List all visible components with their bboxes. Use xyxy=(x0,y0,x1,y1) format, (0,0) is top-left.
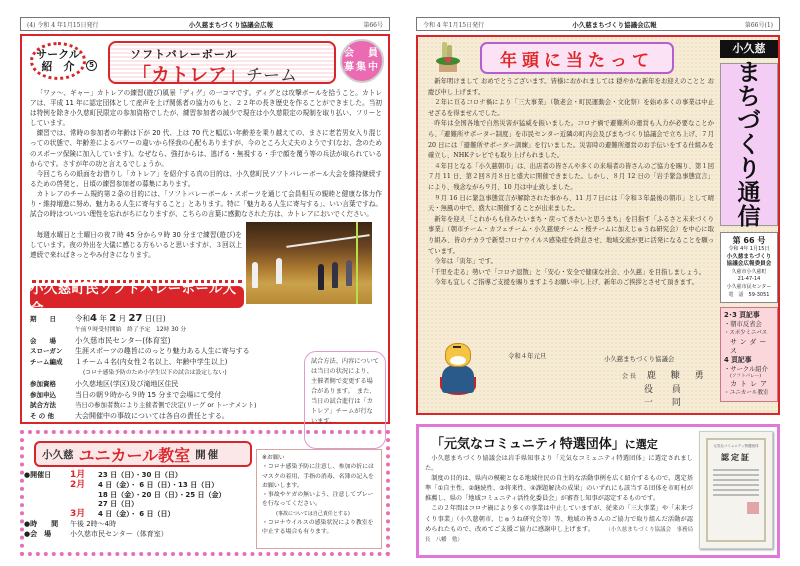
date-year-label: 年 xyxy=(99,314,107,323)
tournament-note: 試合方法、内容については当日の状況により、主催者側で変更する場合があります。 また、当日の試合進行は「カトレア」チームが行ないます。 xyxy=(304,351,386,449)
net-pole xyxy=(356,222,358,304)
schedule-month: 3月 xyxy=(70,509,86,520)
date-month-label: 月 xyxy=(118,314,127,323)
detail-key: 会 場 xyxy=(30,336,56,345)
schedule-row xyxy=(24,471,264,481)
article-body-side xyxy=(30,230,242,260)
notice-item: ・コロナウイルスの感染状況により教室を中止する場合も有ります。 xyxy=(262,520,374,536)
paragraph: 練習では、常時の参加者の年齢は下が 20 代、上は 70 代と幅広い年齢差を乗り越えての、まさに老若男女入り混じっての状態で、年齢差によるパワーの違いから怪我の心配もありますが、今のところ大丈夫のようです(なお、念のためのスポーツ保険に加入しています)。なぜなら、強打からは、逃げる・無視する・手で顔を覆う等の兵法が取られているからです。さすが年の功と言えるでしょうか。 xyxy=(30,129,382,168)
schedule-row xyxy=(24,510,264,520)
community-body xyxy=(425,454,693,545)
paragraph: 今年も宜しくご指導ご支援を賜りますようお願い申し上げ、新年のご挨拶とさせて頂きます。 xyxy=(434,279,699,287)
paragraph-text: この２年間はコロナ禍により多くの事業は中止していますが、従来の「三大事業」や「未来づくり事業」（小久慈朝市、じゅうね研究会等）等、地域の皆さんのご協力で取り組んだ活動が認められたもので、改めてご支援ご協力に感謝申し上げます。 xyxy=(425,505,693,533)
kadomatsu-icon xyxy=(436,42,460,72)
detail-value: 当日の参加者数により主催者側で決定(リーグ or トーナメント) xyxy=(75,401,257,410)
detail-value: 当日の朝９時から９時 15 分まで会場にて受付 xyxy=(75,390,222,399)
article-title-box xyxy=(108,41,336,84)
player-figure xyxy=(318,264,324,290)
header-title: 小久慈まちづくり協議会広報 xyxy=(188,20,274,29)
date-month: 2 xyxy=(109,313,117,324)
schedule-label: ●開催日 xyxy=(24,471,52,479)
community-award-section xyxy=(416,424,780,558)
article-title xyxy=(132,60,297,87)
title-char: 通 xyxy=(737,179,761,206)
header-title: 小久慈まちづくり協議会広報 xyxy=(572,20,657,29)
title-char: く xyxy=(737,131,761,158)
header-date: 令和 4 年1月15日発行 xyxy=(423,21,485,29)
paragraph: カトレアのチーム規約第２条の目的には、「ソフトバレーボール・スポーツを通じて会員相互の親睦と健康な体力作り・維持増進に努め、魅力ある人生に寄与すること」とあります。特に「魅力ある人生に寄与する」、いい言葉ですね。試合の時はついつい理性を忘れがちになりますが、こちらの言葉に感動なされた方は、カトレアにおいでください。 xyxy=(30,190,382,219)
schedule-month: 2月 xyxy=(70,479,86,490)
detail-row xyxy=(30,336,294,347)
dotted-border-right xyxy=(386,430,390,556)
time-row xyxy=(24,520,264,530)
president-name: 鹿 糠 勇 xyxy=(646,371,710,381)
schedule-dates: 23 日（日）・30 日（日） xyxy=(98,471,182,479)
detail-value: 小久慈市民センター(体育室) xyxy=(75,335,171,345)
schedule-dates: 4 日（金）・ 6 日（日） xyxy=(98,510,175,519)
detail-key: 参加資格 xyxy=(30,379,56,388)
venue-label: ●会 場 xyxy=(24,529,52,538)
player-figure xyxy=(252,262,258,288)
title-char: ち xyxy=(737,83,761,110)
article-body xyxy=(30,88,382,189)
title-main: 「カトレア」 xyxy=(132,64,247,86)
new-year-signature xyxy=(428,349,714,415)
detail-key: スローガン xyxy=(30,347,63,356)
recruit-line2: 募集中 xyxy=(344,62,380,73)
page-1 xyxy=(400,0,800,566)
toc-item: (ソフトバレー) xyxy=(730,374,762,380)
detail-value: １チーム４名(内女性２名以上、年齢中学生以上) xyxy=(75,358,228,367)
detail-value: 生涯スポーツの趣旨にのっとり魅力ある人生に寄与する xyxy=(75,347,250,356)
certificate-header: 元気なコミュニティ特選団体 xyxy=(713,444,759,448)
header-date: (4) 令和 4 年1月15日発行 xyxy=(27,21,99,29)
toc-heading: 2･3 頁記事 xyxy=(724,311,760,320)
notice-item: ・コロナ感染予防に注意し、参加の折にはマスクの着用、手指の消毒、名簿の記入をお願いします。 xyxy=(262,464,374,489)
schedule-dates: 4 日（金）・ 6 日（日）・13 日（日） xyxy=(98,480,219,489)
masthead-title xyxy=(720,59,778,230)
publisher: 協議会広報委員会 xyxy=(726,261,772,268)
signature: （小久慈まちづくり協議会 事務局長 八幡 勉） xyxy=(425,526,693,543)
toc-item[interactable]: ・朝市反省会 xyxy=(724,321,762,329)
paragraph: ４年目となる「小久慈朝市」は、出店者の皆さんや多くの来場者の皆さんのご協力を賜り、第１回７月 11 日、第２回８月８日と盛大に開催できました。しかし、８月 12 日の「岩手緊急事態宣言」により、残念ながら９月、10 月は中止致しました。 xyxy=(428,162,714,191)
paragraph: 小久慈まちづくり協議会は岩手県知事より「元気なコミュニティ特選団体」に選定されました。 xyxy=(425,455,693,473)
detail-key: 期 日 xyxy=(30,315,56,323)
detail-key: そ の 他 xyxy=(30,412,55,421)
player-figure xyxy=(346,260,352,286)
title-suffix: チーム xyxy=(246,66,298,86)
detail-value: 小久慈地区(学区)及び滝地区住民 xyxy=(75,379,179,388)
header-issue: 第66号 xyxy=(363,21,383,29)
paragraph: 制度の目的は、県内の模範となる地域住民の自主的な活動事例を広く紹介するもので、選定基準「①自主性、②継続性、③将来性、④課題解決の成果」のいずれにも該当する団体を市町村が推薦し、県の「地域コミュニティ活性化委員会」が審査し知事が認定するものです。 xyxy=(425,475,693,503)
time-label: ●時 間 xyxy=(24,519,59,528)
detail-key xyxy=(30,325,75,336)
phone-number: 電 話 59-3051 xyxy=(728,291,770,298)
title-pre: 小久慈 xyxy=(42,448,74,461)
president-role: 会長 xyxy=(622,373,639,380)
practice-photo xyxy=(246,222,372,304)
detail-key: 試合方法 xyxy=(30,401,56,410)
title-char: ま xyxy=(737,59,761,86)
title-main: ユニカール教室 xyxy=(78,445,191,465)
unicurl-title xyxy=(34,441,252,467)
community-title-suffix: に選定 xyxy=(624,438,658,451)
center-name: 小久慈市民センター xyxy=(726,283,772,290)
schedule-dates: 27 日（日） xyxy=(98,500,139,509)
schedule-month xyxy=(70,491,98,501)
detail-value: 午前９時受付開始 終了予定 12時 30 分 xyxy=(75,326,187,333)
table-of-contents xyxy=(720,307,778,402)
player-figure xyxy=(332,262,338,288)
detail-row xyxy=(30,357,294,368)
toc-item[interactable]: ・スポ少ミニバス xyxy=(724,330,768,337)
time-value: 午後 2時～4時 xyxy=(70,519,117,528)
signature-officers: 役 員 一 同 xyxy=(644,385,689,408)
schedule-row xyxy=(24,491,264,501)
detail-row xyxy=(30,325,294,336)
community-title-main: 「元気なコミュニティ特選団体」 xyxy=(431,437,625,452)
detail-row xyxy=(30,346,294,357)
newsletter-masthead xyxy=(716,40,782,402)
dotted-border-left xyxy=(20,430,24,556)
paragraph: 今回こちらの紙面をお借りし「カトレア」を紹介する真の目的は、小久慈町民ソフトバレーボール大会を維持継続するための啓発と、日頃の練習参加者の募集にあります。 xyxy=(30,169,382,188)
issue-number: 第 66 号 xyxy=(732,236,766,245)
toc-item[interactable]: ・ユニカール教室 xyxy=(724,390,769,397)
detail-key: チーム編成 xyxy=(30,358,63,367)
detail-value: 大会開催中の事故については各自の責任とする。 xyxy=(75,412,229,421)
title-post: 開催 xyxy=(195,448,221,461)
notice-item: ・事故やケガの無いよう、注意してプレーを行なってください。 xyxy=(262,492,374,508)
masthead-info xyxy=(720,232,778,303)
tournament-details xyxy=(30,314,294,422)
address: 久慈市小久慈町 xyxy=(731,268,767,275)
article-body-cont xyxy=(30,189,382,219)
venue-row xyxy=(24,530,264,540)
paragraph: 新年を迎え「これからも住みたいまち・戻ってきたいと思うまち」を目指す「ふるさと未来づくり事業」（朝市チーム・カフェチーム・小久慈焼チーム・桜チームに加えじゅうね研究会）を中心に取り組み、皆のチカラで新型コロナウイルス感染症を終息させ、地域交流が更に活発になることを願っています。 xyxy=(428,215,714,255)
tiger-mascot-icon xyxy=(440,343,476,401)
detail-row xyxy=(30,368,294,379)
paragraph: 今年は「寅年」です。 xyxy=(434,258,497,266)
detail-row-date xyxy=(30,314,294,325)
paragraph: ９月 16 日に緊急事態宣言が解除された事から、11 月７日には「令和３年最後の朝市」として晴天・無風の中で、盛大に開催することが出来ました。 xyxy=(428,194,714,213)
badge-line1: サークル xyxy=(36,48,80,61)
paragraph: 「千里を走る」勢いで「コロナ退散」と「安心・安全で健康な社会、小久慈」を目指しましょう。 xyxy=(428,268,706,276)
signature-org: 小久慈まちづくり協議会 xyxy=(604,355,675,363)
title-char: づ xyxy=(737,107,761,134)
detail-key xyxy=(30,368,75,379)
detail-row xyxy=(30,379,294,390)
detail-key: 参加申込 xyxy=(30,390,56,399)
title-char: り xyxy=(737,155,761,182)
unicurl-schedule xyxy=(24,471,264,540)
schedule-row xyxy=(24,481,264,491)
signature-date: 令和４年元旦 xyxy=(508,352,547,360)
paragraph: 「ワァ～、ギャー」カトレアの練習(遊び)風景「ディグ」の一コマです。ディグとは攻撃ボールを拾うこと。カトレアは、平成 11 年に認定団体として産声を上げ関係者の協力のもと、２２年の長き歴史を作ることができました。当初は特例を除き小久慈町民限定の参加資格でしたが、練習参加者の減少で現在は小久慈限定の規制を取り払い、フリーとしています。 xyxy=(30,89,382,128)
paragraph: 毎週水曜日と土曜日の夜７時 45 分から９時 30 分まで練習(遊び)をしています。夜の外出を大儀に感じる方もいると思いますが、３回以上連続で来ればきっとやみ付きになります。 xyxy=(30,231,242,260)
toc-item: サンダース xyxy=(730,338,770,356)
title-char: 信 xyxy=(737,203,761,230)
page-header xyxy=(416,17,780,31)
signature-president xyxy=(622,368,710,381)
unicurl-notice xyxy=(256,449,382,549)
schedule-dates: 18 日（金）・20 日（日）・25 日（金） xyxy=(98,490,226,499)
schedule-row xyxy=(24,500,264,510)
schedule-month: 1月 xyxy=(70,470,86,480)
header-issue: 第66号(1) xyxy=(744,21,773,29)
circle-intro-section xyxy=(20,34,390,424)
paragraph: 新年明けまして おめでとうございます。皆様におかれましては 穏やかな新年をお迎えのことと お慶び申し上げます。 xyxy=(428,78,714,96)
recruiting-badge xyxy=(340,39,384,83)
detail-row xyxy=(30,400,294,411)
paragraph xyxy=(425,504,693,544)
date-year: 4 xyxy=(90,313,97,324)
toc-heading: 4 頁記事 xyxy=(724,356,752,365)
player-figure xyxy=(276,258,282,284)
detail-row xyxy=(30,411,294,422)
badge-line2: 紹 介 xyxy=(41,60,75,73)
certificate-title: 認定証 xyxy=(721,452,751,462)
issue-date: 令和 4年 1月15日 xyxy=(728,246,770,252)
series-number: 5 xyxy=(86,60,97,71)
recruit-line1: 会 員 xyxy=(344,48,380,59)
toc-item: カトレア xyxy=(730,380,770,389)
venue-value: 小久慈市民センター（体育室） xyxy=(70,529,168,538)
publisher: 小久慈まちづくり xyxy=(726,253,772,260)
detail-value: (コロナ感染予防のため小学生以下の試合は設定しない) xyxy=(83,369,227,376)
certificate-image xyxy=(699,431,773,549)
community-title xyxy=(431,433,658,452)
new-year-title: 年頭に当たって xyxy=(480,42,674,74)
article-subtitle: ソフトバレーボール xyxy=(130,48,238,61)
address: 21-47-14 xyxy=(737,276,761,283)
date-prefix: 令和 xyxy=(75,314,90,323)
detail-row xyxy=(30,390,294,401)
certificate-text-lines xyxy=(711,469,761,496)
tournament-title: 小久慈町民ソフトバレーボール大会 xyxy=(30,286,244,308)
paragraph: ２年に亘るコロナ禍により「三大事業」（敬老会・町民運動会・文化祭）を始め多くの事業は中止せざるを得ませんでした。 xyxy=(428,99,714,117)
new-year-body xyxy=(428,77,714,289)
notice-title: ※お願い xyxy=(262,455,285,461)
toc-item[interactable]: ・サークル紹介 xyxy=(724,366,768,374)
circle-intro-badge xyxy=(30,42,86,80)
unicurl-section xyxy=(20,430,390,556)
date-suffix: 日(日) xyxy=(144,314,166,323)
date-day: 27 xyxy=(128,313,143,324)
detail-value xyxy=(75,314,294,325)
masthead-top: 小久慈 xyxy=(720,40,778,58)
page-header xyxy=(20,17,390,31)
notice-item: (事故については自己責任とする) xyxy=(276,510,350,517)
paragraph: 昨年は全国各地で自然災害が猛威を振いました。コロナ禍で避難所の運営も人力が必要なことから、「避難所サポーター制度」を市民センター近隣の町内会及びまちづくり協議会で立ち上げ、７月 20 日には「避難所サポーター訓練」を行いました。災害時の避難所運営のお手伝いをする仕組みを確立し、NHKテレビでも取り上げられました。 xyxy=(428,120,714,160)
certificate-seal xyxy=(747,502,759,514)
